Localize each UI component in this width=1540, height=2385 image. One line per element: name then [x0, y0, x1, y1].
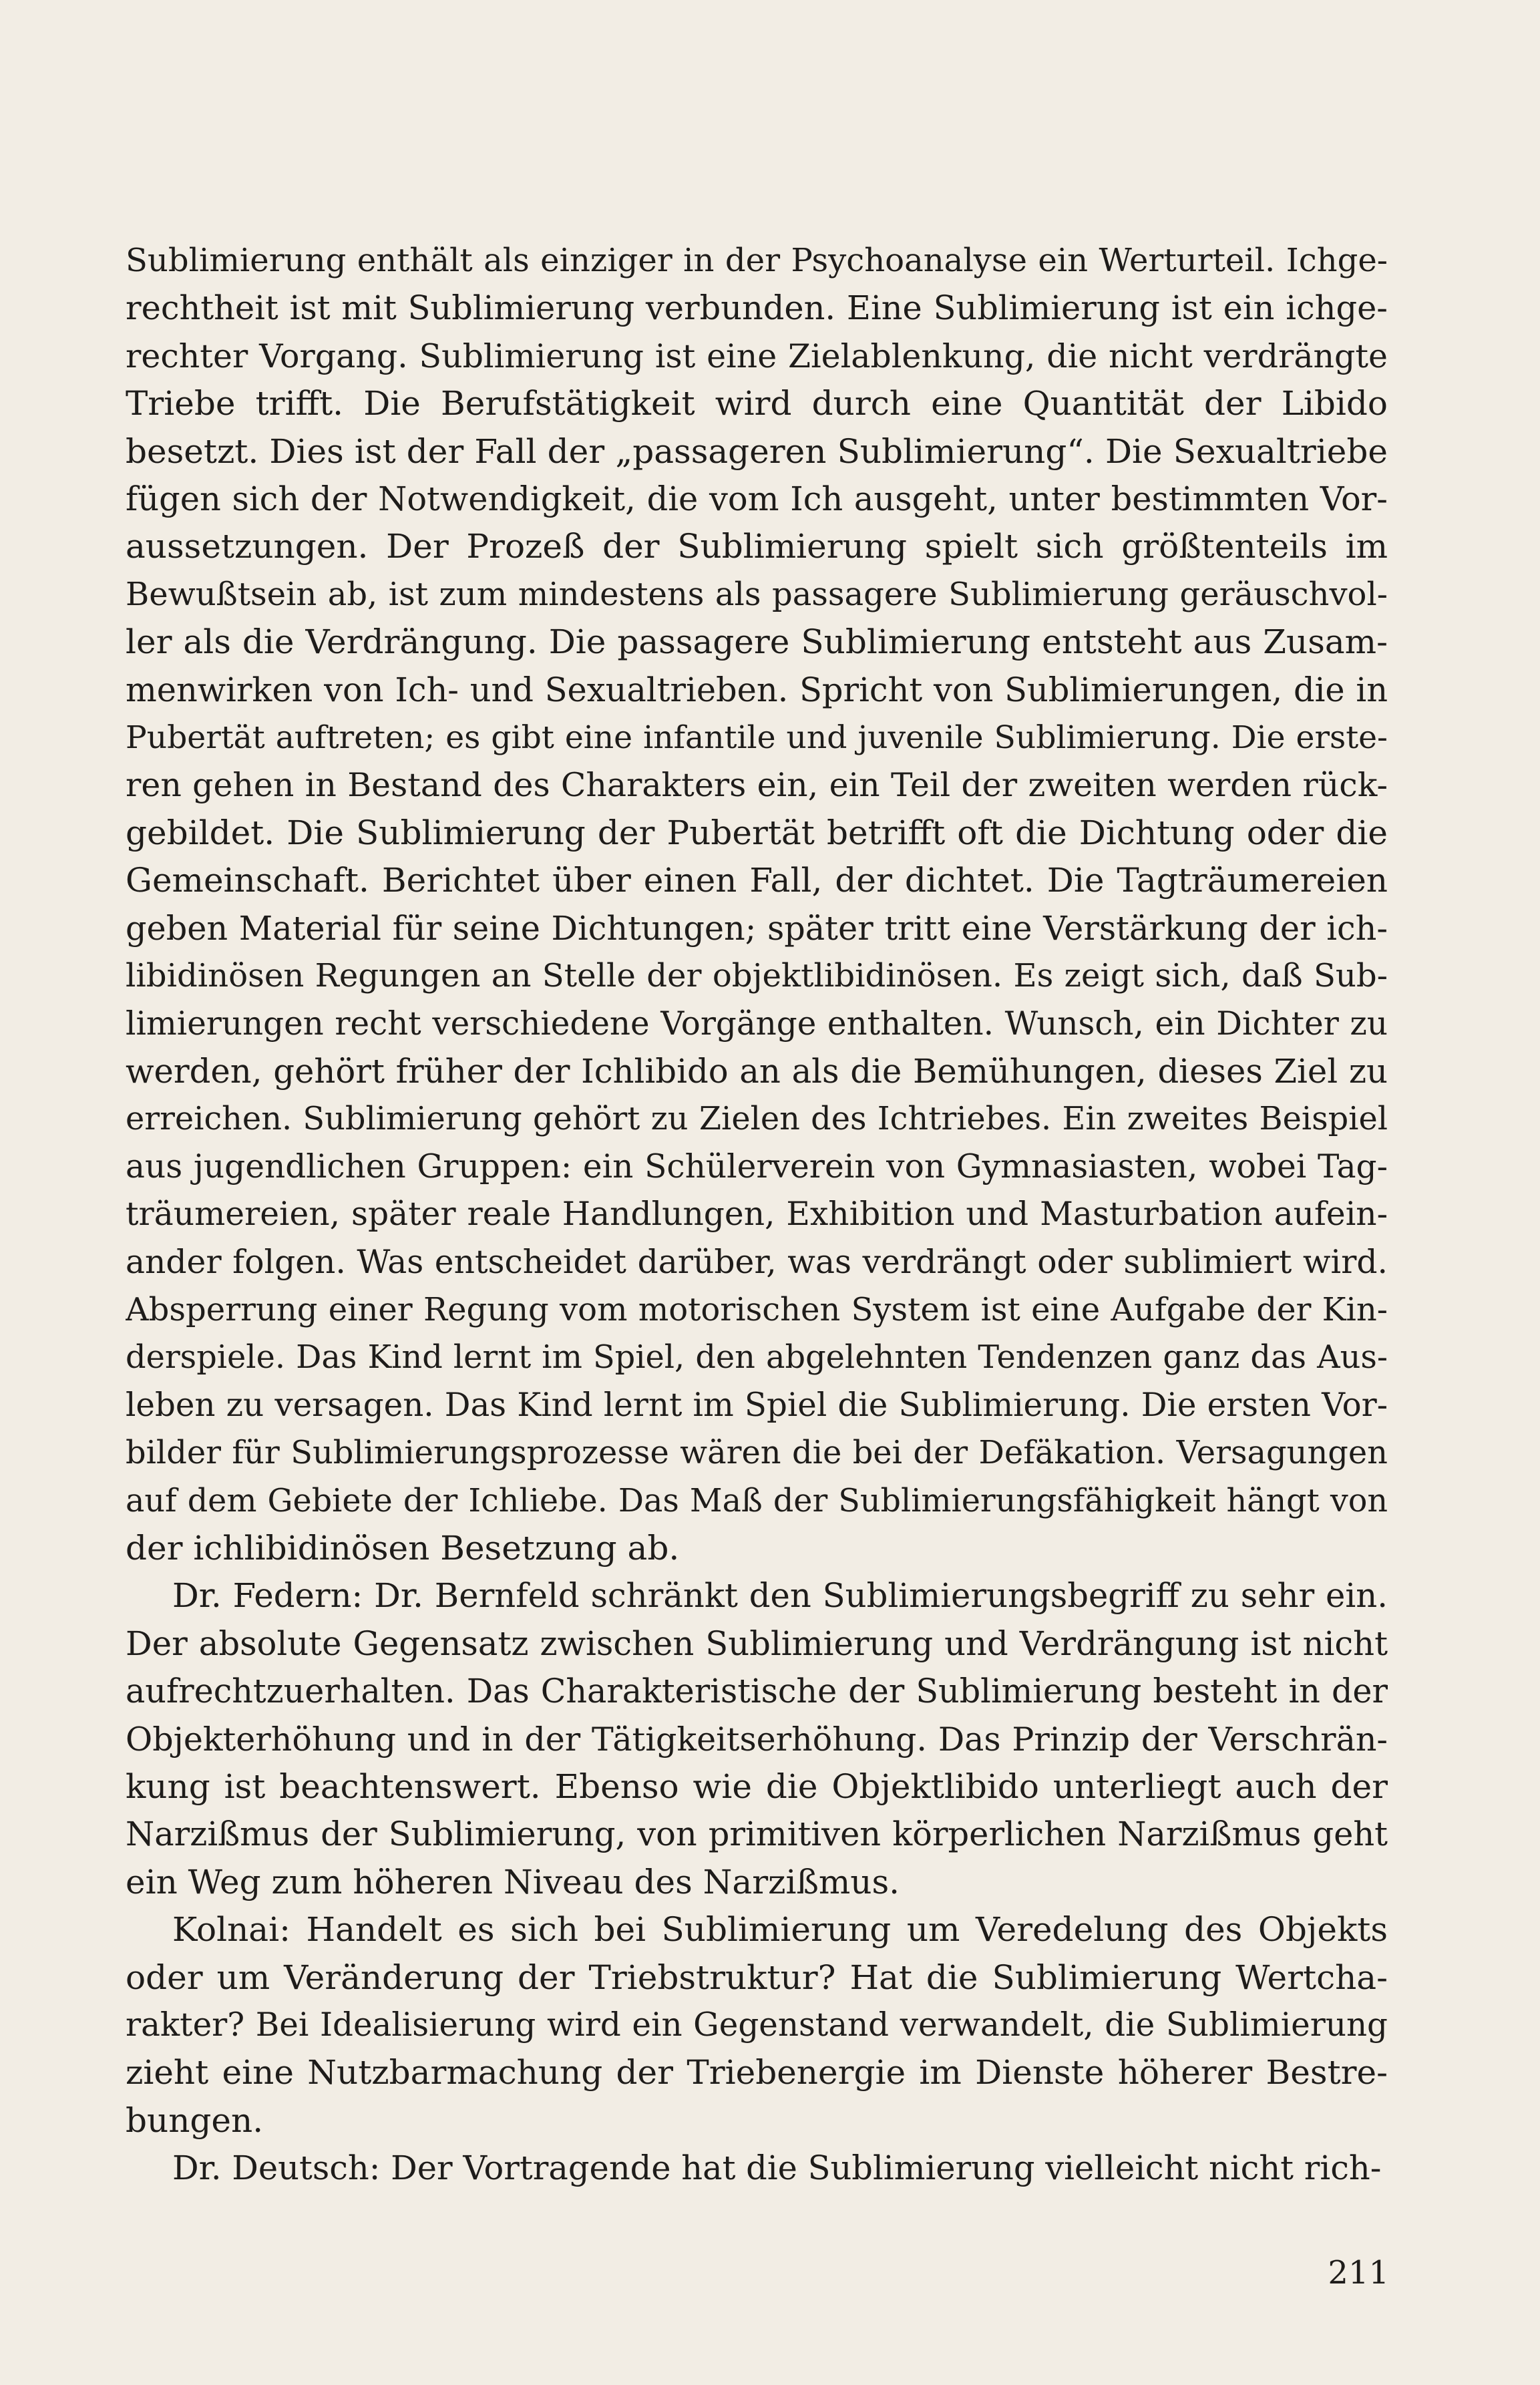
text-line: erreichen. Sublimierung gehört zu Zielen des Ichtriebes. Ein zweites Beispiel — [126, 1101, 1388, 1138]
page-number: 211 — [1328, 2254, 1389, 2291]
text-line: Der absolute Gegensatz zwischen Sublimierung und Verdrängung ist nicht — [126, 1624, 1388, 1663]
paragraph — [126, 237, 1388, 1572]
text-line: libidinösen Regungen an Stelle der objektlibidinösen. Es zeigt sich, daß Sub- — [126, 957, 1388, 995]
text-line: besetzt. Dies ist der Fall der „passageren Sublimierung“. Die Sexualtriebe — [126, 431, 1388, 471]
text-line: der ichlibidinösen Besetzung ab. — [126, 1528, 680, 1568]
text-line: bungen. — [126, 2100, 264, 2140]
text-line: bilder für Sublimierungsprozesse wären die bei der Defäkation. Versagungen — [126, 1435, 1388, 1472]
paragraph — [126, 1906, 1388, 2145]
text-line: oder um Veränderung der Triebstruktur? Hat die Sublimierung Wertcha- — [126, 1958, 1388, 1997]
paragraph — [126, 1572, 1388, 1906]
text-line: ler als die Verdrängung. Die passagere Sublimierung entsteht aus Zusam- — [126, 622, 1388, 662]
text-line: rakter? Bei Idealisierung wird ein Gegenstand verwandelt, die Sublimierung — [126, 2006, 1388, 2044]
text-line: auf dem Gebiete der Ichliebe. Das Maß der Sublimierungsfähigkeit hängt von — [126, 1482, 1388, 1519]
text-line: kung ist beachtenswert. Ebenso wie die Objektlibido unterliegt auch der — [126, 1767, 1388, 1806]
text-line: Dr. Deutsch: Der Vortragende hat die Sublimierung vielleicht nicht rich- — [172, 2149, 1382, 2188]
text-line: Dr. Federn: Dr. Bernfeld schränkt den Sublimierungsbegriff zu sehr ein. — [172, 1576, 1388, 1616]
text-line: Triebe trifft. Die Berufstätigkeit wird durch eine Quantität der Libido — [126, 384, 1388, 423]
text-line: menwirken von Ich- und Sexualtrieben. Spricht von Sublimierungen, die in — [126, 670, 1388, 709]
text-line: Absperrung einer Regung vom motorischen System ist eine Aufgabe der Kin- — [126, 1290, 1388, 1328]
text-line: werden, gehört früher der Ichlibido an als die Bemühungen, dieses Ziel zu — [126, 1051, 1388, 1091]
text-line: Pubertät auftreten; es gibt eine infantile und juvenile Sublimierung. Die erste- — [126, 719, 1388, 757]
text-line: Objekterhöhung und in der Tätigkeitserhöhung. Das Prinzip der Verschrän- — [126, 1719, 1388, 1759]
text-line: zieht eine Nutzbarmachung der Triebenergie im Dienste höherer Bestre- — [126, 2053, 1388, 2092]
text-line: limierungen recht verschiedene Vorgänge enthalten. Wunsch, ein Dichter zu — [126, 1004, 1388, 1043]
text-line: Bewußtsein ab, ist zum mindestens als passagere Sublimierung geräuschvol- — [126, 575, 1388, 613]
text-line: Gemeinschaft. Berichtet über einen Fall, der dichtet. Die Tagträumereien — [126, 861, 1388, 900]
text-line: Narzißmus der Sublimierung, von primitiven körperlichen Narzißmus geht — [126, 1815, 1388, 1854]
text-line: derspiele. Das Kind lernt im Spiel, den abgelehnten Tendenzen ganz das Aus- — [126, 1339, 1388, 1377]
text-line: rechter Vorgang. Sublimierung ist eine Zielablenkung, die nicht verdrängte — [126, 337, 1388, 375]
text-line: Sublimierung enthält als einziger in der Psychoanalyse ein Werturteil. Ichge- — [126, 242, 1388, 279]
text-line: geben Material für seine Dichtungen; später tritt eine Verstärkung der ich- — [126, 908, 1388, 948]
text-line: leben zu versagen. Das Kind lernt im Spiel die Sublimierung. Die ersten Vor- — [126, 1386, 1388, 1424]
body-text — [126, 237, 1388, 2193]
text-line: aussetzungen. Der Prozeß der Sublimierung spielt sich größtenteils im — [126, 527, 1388, 566]
text-line: aus jugendlichen Gruppen: ein Schülerverein von Gymnasiasten, wobei Tag- — [126, 1147, 1388, 1185]
text-line: rechtheit ist mit Sublimierung verbunden. Eine Sublimierung ist ein ichge- — [126, 289, 1388, 328]
text-line: Kolnai: Handelt es sich bei Sublimierung um Veredelung des Objekts — [172, 1910, 1388, 1950]
text-line: ein Weg zum höheren Niveau des Narzißmus. — [126, 1862, 900, 1901]
paragraph — [126, 2145, 1388, 2192]
text-line: gebildet. Die Sublimierung der Pubertät betrifft oft die Dichtung oder die — [126, 813, 1388, 852]
text-line: ren gehen in Bestand des Charakters ein, ein Teil der zweiten werden rück- — [126, 766, 1388, 805]
text-line: träumereien, später reale Handlungen, Exhibition und Masturbation aufein- — [126, 1196, 1388, 1234]
text-line: aufrechtzuerhalten. Das Charakteristische der Sublimierung besteht in der — [126, 1672, 1388, 1711]
text-line: fügen sich der Notwendigkeit, die vom Ich ausgeht, unter bestimmten Vor- — [126, 480, 1388, 519]
text-line: ander folgen. Was entscheidet darüber, was verdrängt oder sublimiert wird. — [126, 1243, 1388, 1281]
